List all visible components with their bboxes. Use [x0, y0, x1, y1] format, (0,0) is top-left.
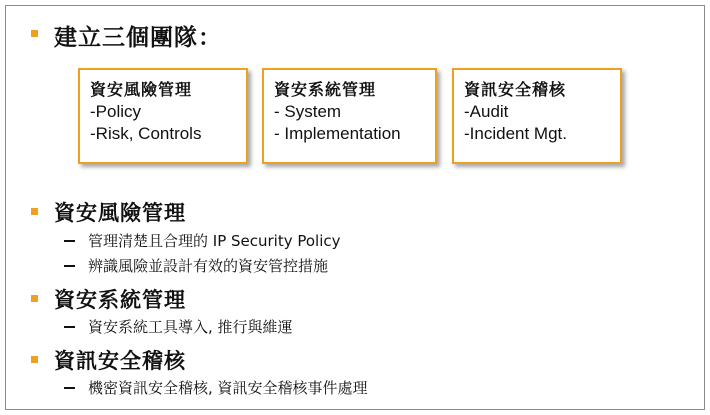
team-name: 資安風險管理	[90, 80, 193, 99]
dash-marker	[64, 240, 75, 242]
section-item: 資安系統工具導入, 推行與維運	[88, 318, 293, 336]
slide	[5, 5, 705, 410]
bullet-marker	[31, 30, 38, 37]
team-line: -Audit	[464, 102, 509, 121]
dash-marker	[64, 387, 75, 389]
team-box-audit	[452, 68, 622, 164]
slide-title: 建立三個團隊：	[54, 25, 222, 51]
team-name: 資訊安全稽核	[464, 80, 567, 99]
section-heading-risk: 資安風險管理	[54, 201, 186, 225]
section-item: 辨識風險並設計有效的資安管控措施	[88, 257, 329, 275]
section-item: 管理清楚且合理的 IP Security Policy	[88, 232, 341, 250]
team-line: - System	[274, 102, 342, 121]
bullet-marker	[31, 295, 38, 302]
team-line: -Risk, Controls	[90, 124, 202, 143]
section-item: 機密資訊安全稽核, 資訊安全稽核事件處理	[88, 379, 368, 397]
bullet-marker	[31, 356, 38, 363]
team-line: - Implementation	[274, 124, 401, 143]
team-line: -Policy	[90, 102, 142, 121]
dash-marker	[64, 326, 75, 328]
section-heading-audit: 資訊安全稽核	[54, 349, 186, 373]
team-box-risk	[78, 68, 248, 164]
team-line: -Incident Mgt.	[464, 124, 567, 143]
dash-marker	[64, 265, 75, 267]
team-box-system	[262, 68, 437, 164]
section-heading-system: 資安系統管理	[54, 288, 186, 312]
bullet-marker	[31, 208, 38, 215]
team-name: 資安系統管理	[274, 80, 377, 99]
